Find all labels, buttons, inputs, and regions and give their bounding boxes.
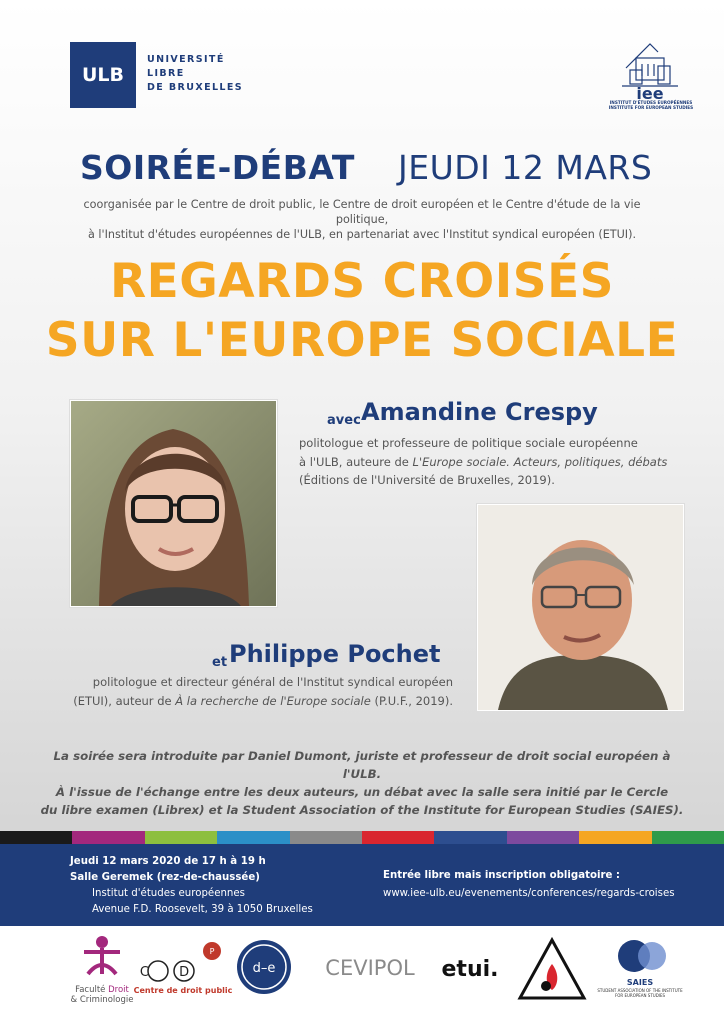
speaker-2-bio-line: politologue et directeur général de l'Institut syndical européen bbox=[92, 675, 453, 689]
iee-caption bbox=[606, 100, 696, 110]
faculte-label: & Criminologie bbox=[70, 995, 134, 1005]
svg-text:Faculté Droit bbox=[75, 984, 129, 995]
event-title-line-1: REGARDS CROISÉS bbox=[109, 254, 615, 309]
etui-logo: etui. bbox=[441, 957, 499, 982]
stripe-segment bbox=[434, 831, 506, 844]
speaker-2-photo bbox=[477, 504, 684, 711]
footer-event-info bbox=[70, 854, 313, 918]
stripe-segment bbox=[290, 831, 362, 844]
speaker-2-bio bbox=[60, 673, 453, 710]
ulb-name-line: LIBRE bbox=[147, 68, 185, 79]
partner-logos bbox=[0, 926, 724, 1024]
ulb-logo bbox=[70, 42, 136, 108]
cdp-caption: Centre de droit public bbox=[133, 986, 233, 995]
librex-logo bbox=[520, 940, 584, 998]
speaker-2-book-title: À la recherche de l'Europe sociale bbox=[175, 693, 371, 708]
ulb-name bbox=[147, 53, 243, 95]
event-datetime: Jeudi 12 mars 2020 de 17 h à 19 h bbox=[70, 856, 266, 867]
cdp-logo bbox=[134, 942, 233, 995]
saies-logo bbox=[597, 940, 683, 998]
faculte-label: Faculté bbox=[75, 985, 109, 995]
intro-paragraph bbox=[40, 747, 684, 819]
event-type: SOIRÉE-DÉBAT bbox=[80, 148, 355, 187]
event-room: Salle Geremek (rez-de-chaussée) bbox=[70, 872, 260, 883]
stripe-segment bbox=[579, 831, 651, 844]
speaker-2-prefix: et bbox=[212, 655, 228, 670]
footer-registration bbox=[383, 867, 675, 903]
cevipol-logo: CEVIPOL bbox=[325, 956, 415, 980]
speaker-1-bio-line: politologue et professeure de politique sociale européenne bbox=[299, 436, 638, 450]
stripe-segment bbox=[507, 831, 579, 844]
ulb-abbr: ULB bbox=[81, 64, 125, 86]
saies-caption: STUDENT ASSOCIATION OF THE INSTITUTE bbox=[597, 988, 683, 993]
coorganisation-line: à l'Institut d'études européennes de l'ULB, en partenariat avec l'Institut syndical européen (ETUI). bbox=[87, 228, 637, 241]
faculte-label-accent: Droit bbox=[108, 985, 129, 995]
speaker-2-bio-line: (P.U.F., 2019). bbox=[370, 693, 453, 708]
event-title-line-2: SUR L'EUROPE SOCIALE bbox=[45, 313, 679, 368]
iee-caption-line: INSTITUTE FOR EUROPEAN STUDIES bbox=[608, 105, 694, 110]
registration-link[interactable]: www.iee-ulb.eu/evenements/conferences/regards-croises bbox=[383, 888, 675, 899]
intro-line: La soirée sera introduite par Daniel Dumont, juriste et professeur de droit social européen à l'ULB. bbox=[53, 749, 671, 781]
coorganisation-line: coorganisée par le Centre de droit public, le Centre de droit européen et le Centre d'étude de la vie politique, bbox=[83, 198, 641, 226]
iee-mark: iee bbox=[636, 84, 664, 103]
stripe-segment bbox=[72, 831, 144, 844]
ulb-name-line: UNIVERSITÉ bbox=[147, 54, 225, 65]
stripe-segment bbox=[0, 831, 72, 844]
speaker-1-photo bbox=[70, 400, 277, 607]
speaker-2-name: Philippe Pochet bbox=[229, 640, 441, 668]
event-address: Avenue F.D. Roosevelt, 39 à 1050 Bruxelles bbox=[92, 904, 313, 915]
iee-caption-line: INSTITUT D'ÉTUDES EUROPÉENNES bbox=[609, 100, 693, 105]
speaker-1-bio-line: à l'ULB, auteure de bbox=[299, 454, 413, 469]
de-mark: d–e bbox=[252, 961, 276, 976]
stripe-segment bbox=[145, 831, 217, 844]
speaker-1-name: Amandine Crespy bbox=[361, 398, 598, 426]
ulb-name-line: DE BRUXELLES bbox=[147, 82, 244, 93]
saies-caption: FOR EUROPEAN STUDIES bbox=[614, 993, 666, 998]
speaker-1-bio bbox=[299, 434, 699, 490]
stripe-segment bbox=[217, 831, 289, 844]
intro-line: du libre examen (Librex) et la Student Association of the Institute for European Studies (SAIES). bbox=[40, 803, 684, 817]
color-stripe bbox=[0, 831, 724, 844]
intro-line: À l'issue de l'échange entre les deux auteurs, un débat avec la salle sera initié par le Cercle bbox=[55, 785, 669, 799]
saies-name: SAIES bbox=[626, 978, 654, 987]
speaker-1-prefix: avec bbox=[327, 413, 361, 428]
speaker-1-bio-line: (Éditions de l'Université de Bruxelles, 2019). bbox=[299, 473, 555, 487]
cdp-letters: C D bbox=[139, 965, 203, 980]
stripe-segment bbox=[652, 831, 724, 844]
event-institute: Institut d'études européennes bbox=[92, 888, 245, 899]
speaker-2-bio-line: (ETUI), auteur de bbox=[73, 693, 176, 708]
speaker-1-book-title: L'Europe sociale. Acteurs, politiques, débats bbox=[412, 454, 668, 469]
event-date: JEUDI 12 MARS bbox=[398, 148, 653, 187]
stripe-segment bbox=[362, 831, 434, 844]
registration-note: Entrée libre mais inscription obligatoire : bbox=[383, 870, 620, 881]
coorganisation-text bbox=[60, 197, 664, 242]
cdp-p-letter: P bbox=[209, 947, 215, 956]
centre-droit-europeen-logo bbox=[237, 940, 291, 994]
faculte-droit-logo bbox=[71, 936, 134, 1005]
